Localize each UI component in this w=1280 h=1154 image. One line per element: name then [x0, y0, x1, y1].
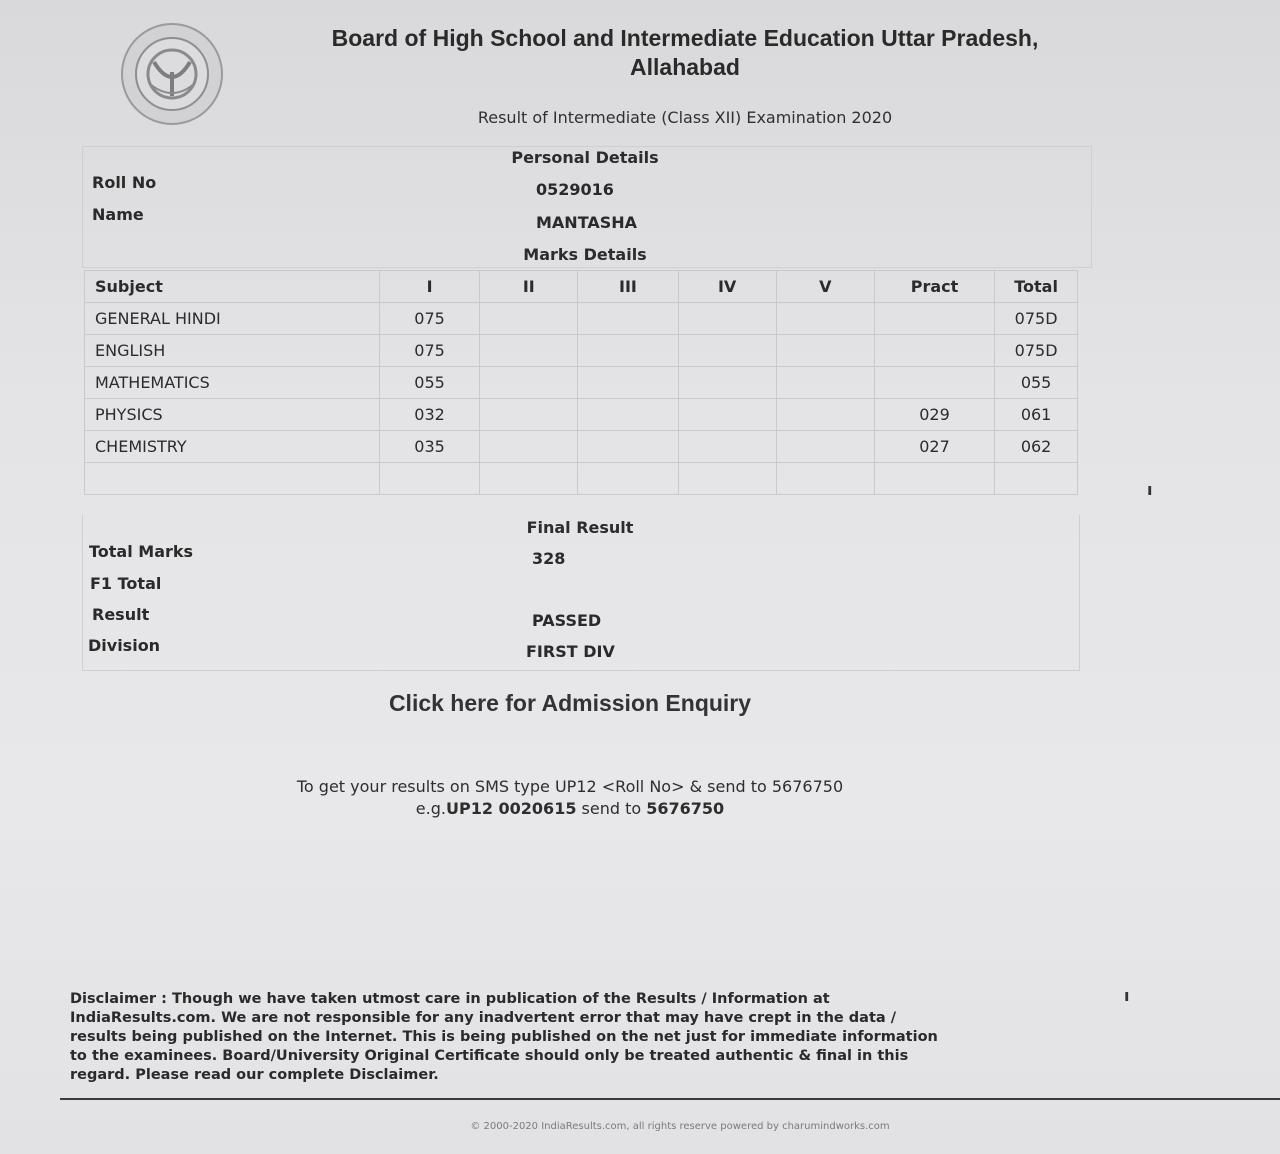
table-row [85, 335, 1078, 367]
division-label: Division [88, 636, 161, 655]
marks-cell: 032 [379, 399, 479, 431]
disclaimer-text: Though we have taken utmost care in publication of the Results / Information at IndiaResults.com. We are not responsible for any inadvertent error that may have crept in the data / results being published on the Internet. This is being published on the net just for immediate information to the examinees. Board/University Original Certificate should only be treated authentic & final in this regard. Please read our complete Disclaimer. [70, 991, 938, 1083]
sms-info [240, 776, 900, 820]
roll-no-value: 0529016 [536, 180, 614, 199]
sms-example-mid: send to [576, 799, 647, 818]
up-emblem-icon [120, 22, 224, 126]
marks-cell [480, 367, 578, 399]
division-value: FIRST DIV [526, 642, 615, 661]
admission-enquiry-link[interactable]: Click here for Admission Enquiry [388, 690, 752, 716]
marks-cell: 075 [379, 335, 479, 367]
table-row [85, 399, 1078, 431]
total-marks-value: 328 [532, 549, 566, 568]
sms-line2 [240, 798, 900, 820]
marks-cell [678, 399, 776, 431]
col-subject: Subject [85, 271, 380, 303]
marks-cell [379, 463, 479, 495]
marks-cell [776, 303, 874, 335]
marks-table [84, 270, 1078, 495]
marks-cell [578, 303, 678, 335]
margin-mark: ı [1124, 986, 1130, 1005]
margin-mark: ı [1147, 480, 1153, 499]
footer-divider [60, 1098, 1280, 1100]
marks-cell [578, 431, 678, 463]
col-pract: Pract [874, 271, 994, 303]
marks-cell [678, 303, 776, 335]
subject-cell [85, 463, 380, 495]
table-row [85, 431, 1078, 463]
marks-details-heading: Marks Details [523, 245, 647, 264]
marks-cell [480, 431, 578, 463]
total-cell: 075D [995, 303, 1078, 335]
final-result-heading: Final Result [526, 518, 634, 537]
subject-cell: MATHEMATICS [85, 367, 380, 399]
marks-cell [678, 367, 776, 399]
marks-cell [776, 463, 874, 495]
marks-cell: 035 [379, 431, 479, 463]
col-ii: II [480, 271, 578, 303]
pract-cell: 029 [874, 399, 994, 431]
table-row-empty [85, 463, 1078, 495]
total-cell: 055 [995, 367, 1078, 399]
marks-cell [776, 399, 874, 431]
total-cell: 075D [995, 335, 1078, 367]
marks-cell [678, 335, 776, 367]
table-row [85, 367, 1078, 399]
total-cell: 062 [995, 431, 1078, 463]
marks-cell: 075 [379, 303, 479, 335]
board-title [300, 24, 1070, 82]
marks-cell [578, 367, 678, 399]
pract-cell [874, 303, 994, 335]
col-iv: IV [678, 271, 776, 303]
marks-cell [776, 335, 874, 367]
table-row [85, 303, 1078, 335]
marks-header-row [85, 271, 1078, 303]
pract-cell [874, 463, 994, 495]
marks-cell [776, 367, 874, 399]
total-cell [995, 463, 1078, 495]
marks-cell [480, 303, 578, 335]
result-value: PASSED [532, 611, 602, 630]
col-v: V [776, 271, 874, 303]
result-label: Result [92, 605, 150, 624]
marks-cell: 055 [379, 367, 479, 399]
marks-cell [578, 463, 678, 495]
marks-cell [578, 399, 678, 431]
marks-cell [578, 335, 678, 367]
total-cell: 061 [995, 399, 1078, 431]
roll-no-label: Roll No [92, 173, 157, 192]
subject-cell: PHYSICS [85, 399, 380, 431]
marks-cell [480, 463, 578, 495]
disclaimer-label: Disclaimer : [70, 991, 172, 1007]
name-value: MANTASHA [536, 213, 638, 232]
marks-cell [678, 463, 776, 495]
total-marks-label: Total Marks [89, 542, 194, 561]
disclaimer [70, 990, 950, 1085]
board-title-line2: Allahabad [630, 54, 740, 80]
sms-example-prefix: e.g. [415, 799, 446, 818]
footer-copyright: © 2000-2020 IndiaResults.com, all rights reserve powered by charumindworks.com [470, 1121, 890, 1132]
pract-cell: 027 [874, 431, 994, 463]
marks-cell [480, 335, 578, 367]
pract-cell [874, 367, 994, 399]
col-i: I [379, 271, 479, 303]
marks-cell [480, 399, 578, 431]
f1-total-label: F1 Total [90, 574, 162, 593]
col-iii: III [578, 271, 678, 303]
subject-cell: ENGLISH [85, 335, 380, 367]
name-label: Name [92, 205, 144, 224]
sms-example-code: UP12 0020615 [445, 799, 577, 818]
sms-example-number: 5676750 [646, 799, 725, 818]
exam-title: Result of Intermediate (Class XII) Examination 2020 [477, 108, 893, 127]
subject-cell: CHEMISTRY [85, 431, 380, 463]
subject-cell: GENERAL HINDI [85, 303, 380, 335]
marks-cell [678, 431, 776, 463]
pract-cell [874, 335, 994, 367]
board-title-line1: Board of High School and Intermediate Education Uttar Pradesh, [331, 25, 1039, 51]
marks-cell [776, 431, 874, 463]
personal-details-heading: Personal Details [511, 148, 659, 167]
sms-line1: To get your results on SMS type UP12 <Roll No> & send to 5676750 [296, 777, 844, 796]
col-total: Total [995, 271, 1078, 303]
